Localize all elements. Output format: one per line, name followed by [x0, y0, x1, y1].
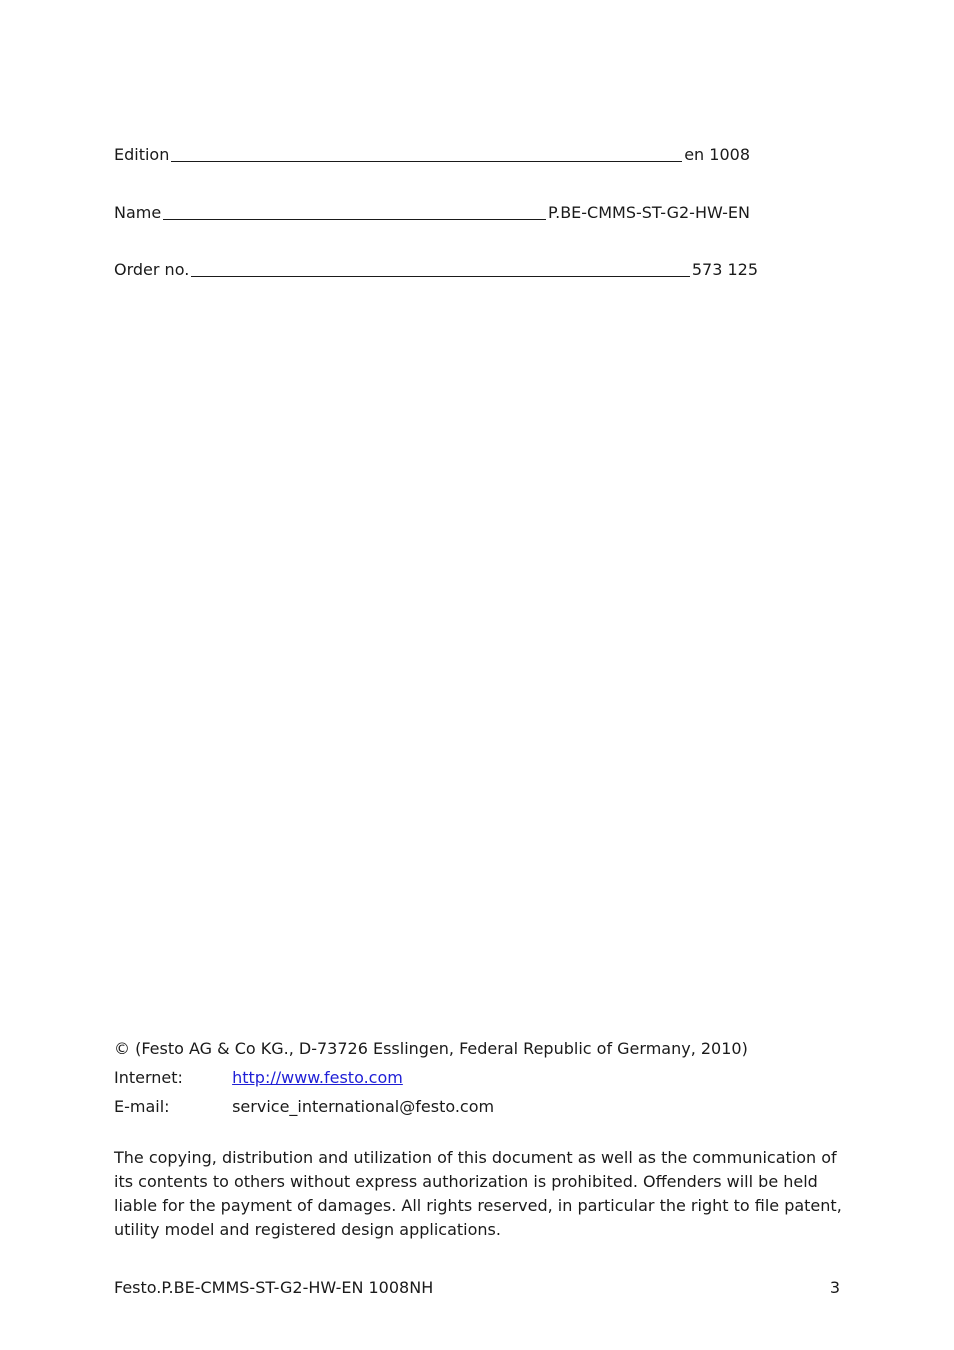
- copyright-notice: © (Festo AG & Co KG., D-73726 Esslingen, Federal Republic of Germany, 2010): [114, 1039, 748, 1058]
- edition-label: Edition: [114, 145, 170, 164]
- contact-email-row: [114, 1097, 494, 1117]
- name-leader-line: [163, 205, 546, 220]
- email-address: service_international@festo.com: [232, 1097, 495, 1116]
- order-no-leader-line: [191, 262, 690, 277]
- footer-document-id: Festo.P.BE-CMMS-ST-G2-HW-EN 1008NH: [114, 1278, 434, 1297]
- footer-page-number: 3: [829, 1278, 840, 1297]
- name-row: [114, 203, 750, 223]
- name-label: Name: [114, 203, 162, 222]
- contact-internet-row: [114, 1068, 403, 1088]
- email-label: E-mail:: [114, 1097, 170, 1116]
- name-value: P.BE-CMMS-ST-G2-HW-EN: [547, 203, 750, 222]
- order-no-label: Order no.: [114, 260, 190, 279]
- order-no-row: [114, 260, 758, 280]
- edition-value: en 1008: [684, 145, 750, 164]
- legal-notice: The copying, distribution and utilization of this document as well as the communication of its contents to others without express authorization is prohibited. Offenders will be held liable for the payment of damages. All rights reserved, in particular the right to file patent, utility model and registered design applications.: [114, 1148, 842, 1239]
- edition-row: [114, 145, 750, 165]
- internet-label: Internet:: [114, 1068, 183, 1087]
- order-no-value: 573 125: [691, 260, 758, 279]
- website-link[interactable]: http://www.festo.com: [232, 1068, 403, 1087]
- edition-leader-line: [171, 147, 682, 162]
